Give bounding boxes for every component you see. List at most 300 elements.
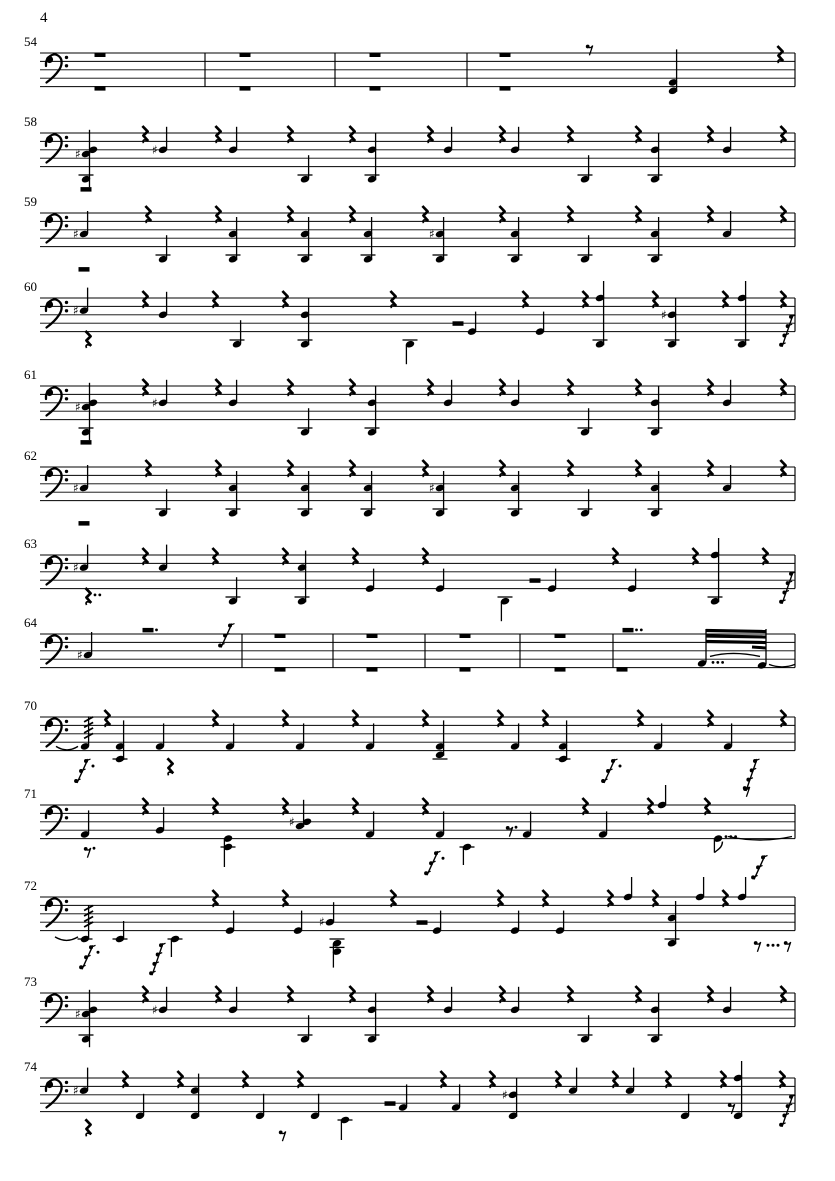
whole-rest bbox=[500, 53, 511, 58]
note bbox=[568, 1068, 578, 1095]
quarter-rest bbox=[390, 291, 396, 308]
eighth-rest bbox=[84, 847, 96, 858]
note bbox=[722, 380, 732, 407]
half-rest bbox=[385, 1101, 396, 1106]
whole-rest bbox=[367, 634, 378, 639]
quarter-rest bbox=[780, 379, 786, 396]
quarter-rest bbox=[85, 331, 91, 348]
whole-rest bbox=[240, 86, 251, 91]
quarter-rest bbox=[777, 46, 783, 63]
stacked-rests bbox=[149, 943, 165, 975]
measure-number: 63 bbox=[24, 536, 37, 551]
note bbox=[598, 811, 608, 838]
two-voice-note bbox=[190, 1074, 200, 1121]
note bbox=[722, 211, 732, 238]
system-73 bbox=[24, 974, 795, 1047]
two-voice-note bbox=[648, 217, 663, 264]
note bbox=[78, 905, 94, 943]
note bbox=[73, 288, 89, 318]
whole-rest bbox=[500, 86, 511, 91]
note bbox=[113, 921, 128, 943]
svg-text:♯: ♯ bbox=[152, 395, 158, 410]
quarter-rest bbox=[499, 460, 505, 477]
quarter-rest bbox=[282, 798, 288, 815]
measure-number: 62 bbox=[24, 448, 37, 463]
system-54 bbox=[24, 34, 795, 95]
whole-rest bbox=[555, 667, 566, 672]
note bbox=[522, 811, 532, 838]
note bbox=[653, 723, 663, 750]
note bbox=[403, 340, 418, 364]
staff-lines bbox=[40, 805, 795, 839]
chord bbox=[330, 939, 345, 968]
quarter-rest bbox=[212, 890, 218, 907]
note bbox=[443, 987, 453, 1014]
quarter-rest bbox=[422, 710, 428, 727]
quarter-rest bbox=[282, 291, 288, 308]
quarter-rest bbox=[567, 986, 573, 1003]
note bbox=[77, 632, 93, 662]
system-64 bbox=[24, 615, 795, 672]
quarter-rest bbox=[422, 206, 428, 223]
chord bbox=[433, 720, 448, 759]
svg-text:♯: ♯ bbox=[73, 303, 79, 318]
quarter-rest bbox=[647, 798, 653, 815]
stacked-rests bbox=[601, 759, 621, 783]
quarter-rest bbox=[349, 986, 355, 1003]
quarter-rest bbox=[282, 890, 288, 907]
quarter-rest bbox=[349, 379, 355, 396]
eighth-rest bbox=[506, 826, 518, 837]
quarter-rest bbox=[142, 126, 148, 143]
whole-rest bbox=[95, 53, 106, 58]
quarter-rest bbox=[489, 1071, 495, 1088]
stacked-rests bbox=[424, 851, 444, 875]
quarter-rest bbox=[440, 1071, 446, 1088]
system-58 bbox=[24, 114, 795, 192]
note bbox=[722, 127, 732, 154]
staff-lines bbox=[40, 213, 795, 247]
quarter-rest bbox=[612, 548, 618, 565]
measure-number: 72 bbox=[24, 878, 37, 893]
measure-number: 61 bbox=[24, 367, 37, 382]
measure-number: 54 bbox=[24, 34, 37, 49]
tremolo-beam bbox=[697, 629, 795, 670]
quarter-rest bbox=[242, 1071, 248, 1088]
two-voice-note bbox=[295, 551, 310, 606]
staff-lines bbox=[40, 467, 795, 501]
quarter-rest bbox=[349, 126, 355, 143]
quarter-rest bbox=[779, 1071, 785, 1088]
quarter-rest bbox=[707, 460, 713, 477]
whole-rest bbox=[367, 667, 378, 672]
quarter-rest bbox=[607, 890, 613, 907]
system-63 bbox=[24, 536, 796, 621]
chord bbox=[221, 834, 236, 867]
quarter-rest bbox=[349, 460, 355, 477]
staff-lines bbox=[40, 1078, 795, 1112]
staff-lines bbox=[40, 634, 795, 668]
quarter-rest bbox=[652, 291, 658, 308]
stacked-rests bbox=[779, 315, 795, 347]
quarter-rest bbox=[780, 206, 786, 223]
quarter-rest bbox=[497, 710, 503, 727]
quarter-rest bbox=[692, 548, 698, 565]
quarter-rest bbox=[704, 798, 710, 815]
half-rest bbox=[143, 628, 158, 633]
tie bbox=[56, 746, 78, 750]
svg-text:♯: ♯ bbox=[75, 400, 81, 414]
quarter-rest bbox=[497, 890, 503, 907]
quarter-rest bbox=[499, 986, 505, 1003]
quarter-rest bbox=[282, 548, 288, 565]
quarter-rest bbox=[567, 460, 573, 477]
whole-rest bbox=[79, 267, 90, 272]
quarter-rest bbox=[707, 126, 713, 143]
quarter-rest bbox=[212, 548, 218, 565]
note bbox=[295, 723, 305, 750]
tie bbox=[55, 937, 78, 941]
whole-rest bbox=[79, 521, 90, 526]
whole-rest bbox=[617, 667, 628, 672]
quarter-rest bbox=[352, 798, 358, 815]
svg-text:♯: ♯ bbox=[73, 560, 79, 575]
note bbox=[135, 1094, 145, 1120]
quarter-rest bbox=[707, 379, 713, 396]
svg-text:♯: ♯ bbox=[75, 147, 81, 161]
note bbox=[578, 489, 593, 517]
quarter-rest bbox=[422, 548, 428, 565]
two-voice-note bbox=[648, 471, 663, 518]
quarter-rest bbox=[499, 379, 505, 396]
whole-rest bbox=[460, 667, 471, 672]
stacked-rests bbox=[74, 759, 94, 783]
measure-number: 74 bbox=[24, 1059, 37, 1074]
note bbox=[510, 127, 520, 154]
quarter-rest bbox=[707, 206, 713, 223]
svg-text:♯: ♯ bbox=[73, 227, 79, 241]
two-voice-note bbox=[508, 471, 523, 518]
chord bbox=[289, 800, 312, 831]
quarter-rest bbox=[612, 1071, 618, 1088]
svg-text:♯: ♯ bbox=[429, 227, 435, 241]
quarter-rest bbox=[427, 379, 433, 396]
note bbox=[510, 723, 520, 750]
quarter-rest bbox=[122, 1071, 128, 1088]
half-rest bbox=[623, 628, 643, 633]
two-voice-note bbox=[361, 471, 376, 518]
two-voice-note bbox=[429, 217, 448, 264]
quarter-rest bbox=[142, 548, 148, 565]
quarter-rest bbox=[499, 126, 505, 143]
stacked-rests bbox=[779, 1095, 795, 1127]
half-rest bbox=[530, 578, 541, 583]
quarter-rest bbox=[542, 890, 548, 907]
quarter-rest bbox=[85, 1119, 91, 1136]
stacked-rests bbox=[743, 759, 759, 791]
note bbox=[365, 811, 375, 838]
quarter-rest bbox=[780, 291, 786, 308]
note bbox=[510, 380, 520, 407]
note bbox=[225, 723, 235, 750]
system-70 bbox=[24, 698, 795, 791]
quarter-rest bbox=[145, 460, 151, 477]
two-voice-note bbox=[665, 901, 680, 948]
quarter-rest bbox=[567, 126, 573, 143]
quarter-rest bbox=[522, 291, 528, 308]
quarter-rest bbox=[287, 206, 293, 223]
measure-number: 64 bbox=[24, 615, 37, 630]
quarter-rest bbox=[352, 710, 358, 727]
staff-lines bbox=[40, 53, 795, 87]
note bbox=[230, 320, 245, 348]
quarter-rest bbox=[635, 986, 641, 1003]
note bbox=[737, 877, 747, 901]
quarter-rest bbox=[720, 1071, 726, 1088]
staff-lines bbox=[40, 717, 795, 751]
eighth-rest bbox=[279, 1131, 286, 1142]
quarter-rest bbox=[427, 986, 433, 1003]
whole-rest bbox=[460, 634, 471, 639]
two-voice-note bbox=[298, 217, 313, 264]
eighth-rest bbox=[754, 941, 761, 952]
note bbox=[680, 1094, 690, 1120]
quarter-rest bbox=[215, 460, 221, 477]
note bbox=[695, 877, 705, 901]
svg-text:♯: ♯ bbox=[289, 814, 295, 829]
quarter-rest bbox=[215, 986, 221, 1003]
svg-text:♯: ♯ bbox=[152, 142, 158, 157]
page-number: 4 bbox=[40, 10, 48, 26]
system-62 bbox=[24, 448, 795, 526]
quarter-rest bbox=[780, 460, 786, 477]
quarter-rest bbox=[215, 379, 221, 396]
note bbox=[73, 1068, 89, 1098]
note bbox=[510, 987, 520, 1014]
note bbox=[460, 843, 475, 865]
two-voice-note bbox=[226, 217, 241, 264]
svg-text:♯: ♯ bbox=[77, 648, 83, 662]
quarter-rest bbox=[215, 126, 221, 143]
quarter-rest bbox=[780, 710, 786, 727]
system-60 bbox=[24, 279, 796, 364]
quarter-rest bbox=[212, 710, 218, 727]
quarter-rest bbox=[582, 291, 588, 308]
note bbox=[578, 1015, 593, 1043]
two-voice-note bbox=[502, 1078, 518, 1120]
quarter-rest bbox=[215, 206, 221, 223]
staff-lines bbox=[40, 298, 795, 332]
quarter-rest bbox=[422, 460, 428, 477]
quarter-rest bbox=[762, 548, 768, 565]
quarter-rest bbox=[555, 1071, 561, 1088]
note bbox=[578, 235, 593, 263]
system-72 bbox=[24, 877, 795, 975]
chord bbox=[668, 49, 678, 95]
note bbox=[155, 807, 165, 834]
svg-text:♯: ♯ bbox=[75, 1007, 81, 1021]
quarter-rest bbox=[297, 1071, 303, 1088]
system-71 bbox=[24, 785, 795, 879]
eighth-rest bbox=[586, 45, 593, 56]
quarter-rest bbox=[167, 758, 173, 775]
svg-text:♯: ♯ bbox=[502, 1087, 508, 1102]
quarter-rest bbox=[582, 798, 588, 815]
note bbox=[657, 785, 667, 809]
note bbox=[365, 723, 375, 750]
quarter-rest bbox=[665, 1071, 671, 1088]
quarter-rest bbox=[352, 548, 358, 565]
half-rest bbox=[453, 321, 464, 326]
quarter-rest bbox=[635, 379, 641, 396]
measure-number: 71 bbox=[24, 786, 37, 801]
note bbox=[338, 1116, 353, 1140]
quarter-rest bbox=[104, 710, 110, 727]
note bbox=[722, 465, 732, 492]
svg-text:♯: ♯ bbox=[661, 307, 667, 322]
quarter-rest bbox=[177, 1071, 183, 1088]
measure-number: 60 bbox=[24, 279, 37, 294]
quarter-rest bbox=[780, 126, 786, 143]
quarter-rest bbox=[427, 126, 433, 143]
note bbox=[623, 877, 633, 901]
two-voice-note bbox=[429, 471, 448, 518]
quarter-rest bbox=[287, 126, 293, 143]
svg-text:♯: ♯ bbox=[73, 481, 79, 495]
quarter-rest bbox=[142, 798, 148, 815]
eighth-rest bbox=[743, 786, 750, 797]
note bbox=[310, 1094, 320, 1120]
note bbox=[298, 1015, 313, 1043]
note bbox=[451, 1084, 461, 1111]
opening-chord bbox=[75, 383, 98, 445]
whole-rest bbox=[275, 634, 286, 639]
augmentation-dots bbox=[767, 944, 780, 947]
quarter-rest bbox=[707, 710, 713, 727]
quarter-rest bbox=[635, 206, 641, 223]
eighth-rest bbox=[728, 1103, 735, 1114]
note bbox=[228, 380, 238, 407]
two-voice-note bbox=[508, 217, 523, 264]
note bbox=[228, 127, 238, 154]
note bbox=[722, 987, 732, 1014]
two-voice-note bbox=[298, 471, 313, 518]
two-voice-note bbox=[361, 217, 376, 264]
eighth-rest bbox=[784, 941, 791, 952]
stacked-rests bbox=[751, 855, 767, 879]
svg-text:♯: ♯ bbox=[73, 1083, 79, 1098]
quarter-rest bbox=[635, 460, 641, 477]
half-rest bbox=[417, 920, 428, 925]
quarter-rest bbox=[722, 291, 728, 308]
quarter-rest bbox=[282, 710, 288, 727]
whole-rest bbox=[275, 667, 286, 672]
quarter-rest bbox=[499, 206, 505, 223]
quarter-rest bbox=[635, 126, 641, 143]
whole-rest bbox=[370, 53, 381, 58]
note bbox=[443, 380, 453, 407]
note bbox=[158, 545, 168, 572]
opening-chord bbox=[75, 130, 98, 192]
note bbox=[578, 155, 593, 183]
note bbox=[226, 577, 241, 605]
quarter-rest bbox=[142, 986, 148, 1003]
measure-number: 73 bbox=[24, 974, 37, 989]
quarter-rest bbox=[349, 206, 355, 223]
quarter-rest bbox=[652, 890, 658, 907]
measure-number: 70 bbox=[24, 698, 37, 713]
quarter-rest bbox=[707, 986, 713, 1003]
whole-rest bbox=[370, 86, 381, 91]
svg-text:♯: ♯ bbox=[429, 481, 435, 495]
system-74 bbox=[24, 1059, 796, 1141]
note bbox=[155, 723, 165, 750]
note bbox=[498, 597, 513, 621]
note bbox=[298, 155, 313, 183]
quarter-rest bbox=[212, 798, 218, 815]
note bbox=[435, 811, 445, 838]
quarter-rest bbox=[722, 890, 728, 907]
system-61 bbox=[24, 367, 795, 445]
measure-number: 59 bbox=[24, 194, 37, 209]
quarter-rest bbox=[142, 291, 148, 308]
note bbox=[158, 292, 168, 319]
note bbox=[156, 235, 171, 263]
stacked-rests bbox=[779, 572, 795, 604]
stacked-rests bbox=[79, 945, 99, 969]
quarter-rest bbox=[567, 379, 573, 396]
note bbox=[398, 1084, 408, 1111]
note bbox=[255, 1094, 265, 1120]
whole-rest bbox=[555, 634, 566, 639]
quarter-rest bbox=[422, 798, 428, 815]
note bbox=[723, 723, 733, 750]
quarter-rest bbox=[780, 986, 786, 1003]
svg-text:♯: ♯ bbox=[319, 915, 325, 930]
quarter-rest bbox=[145, 206, 151, 223]
note bbox=[319, 902, 335, 929]
system-59 bbox=[24, 194, 795, 272]
note bbox=[156, 489, 171, 517]
note bbox=[443, 127, 453, 154]
svg-text:♯: ♯ bbox=[152, 1002, 158, 1017]
note bbox=[625, 1068, 635, 1095]
quarter-rest bbox=[637, 710, 643, 727]
quarter-rest bbox=[390, 890, 396, 907]
stacked-rests bbox=[218, 624, 234, 648]
two-voice-note bbox=[226, 471, 241, 518]
quarter-rest bbox=[142, 379, 148, 396]
note bbox=[80, 810, 90, 838]
whole-rest bbox=[240, 53, 251, 58]
whole-rest bbox=[95, 86, 106, 91]
note bbox=[73, 545, 89, 575]
note bbox=[228, 987, 238, 1014]
quarter-rest bbox=[212, 291, 218, 308]
note bbox=[168, 935, 183, 957]
staff-lines bbox=[40, 897, 795, 931]
note bbox=[578, 408, 593, 436]
quarter-rest bbox=[542, 710, 548, 727]
note bbox=[298, 408, 313, 436]
quarter-rest bbox=[287, 379, 293, 396]
quarter-rest bbox=[287, 460, 293, 477]
measure-number: 58 bbox=[24, 114, 37, 129]
note bbox=[73, 211, 89, 241]
quarter-rest bbox=[287, 986, 293, 1003]
quarter-rest bbox=[567, 206, 573, 223]
note bbox=[73, 465, 89, 495]
